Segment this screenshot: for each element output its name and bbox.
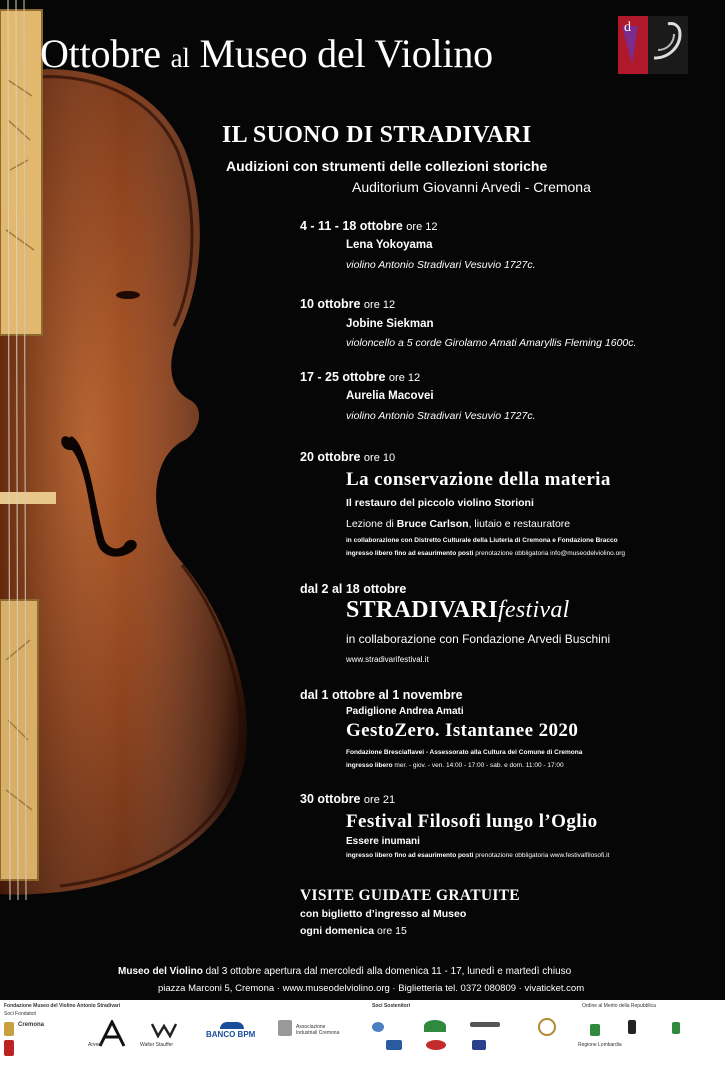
sponsor-associazione: Associazione Industriali Cremona [296,1024,340,1036]
festival-collab: in collaborazione con Fondazione Arvedi Buschini [346,632,611,646]
conservazione-lesson [346,518,570,530]
walter-stauffer-logo-icon [150,1020,180,1040]
festival-name [346,597,570,624]
sponsor-logo-icon [424,1020,446,1032]
lesson-prefix: Lezione di [346,518,397,530]
visite-line2-bold: ogni domenica [300,925,375,937]
sponsor-logo-icon [672,1022,680,1034]
sponsor-logo-icon [426,1040,446,1050]
event-date-text: 17 - 25 ottobre [300,370,386,384]
filosofi-date-text: 30 ottobre [300,792,361,806]
museum-hours-text: dal 3 ottobre apertura dal mercoledì alla domenica 11 - 17, lunedì e martedì chiuso [202,966,572,977]
gestozero-date: dal 1 ottobre al 1 novembre [300,688,463,702]
gestozero-title: GestoZero. Istantanee 2020 [346,720,579,741]
gestozero-org: Fondazione Bresciaflavei - Assessorato alla Cultura del Comune di Cremona [346,749,583,756]
conservazione-subtitle: Il restauro del piccolo violino Storioni [346,497,534,509]
visite-title: VISITE GUIDATE GRATUITE [300,887,520,904]
conservazione-time: ore 10 [363,452,396,464]
museum-name: Museo del Violino [118,966,203,977]
conservazione-collab: in collaborazione con Distretto Culturale della Liuteria di Cremona e Fondazione Bracco [346,537,618,544]
poster-title [40,30,493,77]
festival-name-italic: festival [497,597,570,623]
event-performer: Lena Yokoyama [346,239,433,251]
gestozero-entry [346,762,564,769]
sponsor-footer [0,1000,725,1081]
banco-arc-icon [220,1022,244,1029]
title-al: al [170,43,190,73]
lesson-suffix: , liutaio e restauratore [468,518,571,530]
gestozero-entry-rest: mer. - giov. - ven. 14:00 - 17:00 - sab. e dom. 11:00 - 17:00 [392,762,564,769]
event-date-text: 4 - 11 - 18 ottobre [300,219,403,233]
intro-subtitle: Audizioni con strumenti delle collezioni storiche [226,158,548,174]
event-time: ore 12 [363,299,396,311]
seal-icon [538,1018,556,1036]
sponsor-lombardia: Regione Lombardia [578,1042,622,1048]
violin-image [0,0,260,900]
visite-line2-rest: ore 15 [374,925,407,937]
event-instrument: violino Antonio Stradivari Vesuvio 1727c. [346,259,536,271]
title-part1: Ottobre [40,31,171,76]
sponsor-arvedi: Arvedi [88,1042,103,1048]
sostenitori-label: Soci Sostenitori [372,1003,411,1009]
lombardia-logo-icon [590,1024,600,1036]
conservazione-title: La conservazione della materia [346,469,611,490]
conservazione-date-text: 20 ottobre [300,450,361,464]
festival-url: www.stradivarifestival.it [346,655,429,664]
sponsor-logo-icon [470,1022,500,1027]
conservazione-entry-bold: ingresso libero fino ad esaurimento posti [346,550,474,557]
cremona-crest-icon [4,1022,14,1036]
event-performer: Jobine Siekman [346,318,434,330]
logo-letter: d [624,20,631,35]
conservazione-entry [346,550,625,557]
gestozero-venue: Padiglione Andrea Amati [346,706,464,717]
filosofi-subtitle: Essere inumani [346,836,420,847]
filosofi-entry-rest: prenotazione obbligatoria www.festivalfilosofi.it [473,852,610,859]
sponsor-banco: BANCO BPM [206,1030,256,1039]
museum-hours [118,966,571,977]
sponsor-cremona: Cremona [18,1022,45,1028]
sponsor-logo-icon [386,1040,402,1050]
filosofi-entry-bold: ingresso libero fino ad esaurimento posti [346,852,474,859]
lesson-name: Bruce Carlson [396,518,469,530]
filosofi-date [300,792,395,806]
event-time: ore 12 [406,221,438,233]
museo-logo [618,16,688,74]
sponsor-logo-icon [472,1040,486,1050]
filosofi-entry [346,852,609,859]
filosofi-time: ore 21 [363,794,396,806]
ordine-label: Ordine al Merito della Repubblica [582,1003,656,1009]
event-date [300,370,420,384]
festival-date: dal 2 al 18 ottobre [300,582,407,596]
visite-line1: con biglietto d’ingresso al Museo [300,908,467,920]
event-instrument: violoncello a 5 corde Girolamo Amati Amaryllis Fleming 1600c. [346,337,637,349]
conservazione-entry-rest: prenotazione obbligatoria info@museodelviolino.org [473,550,625,557]
sponsor-logo-icon [628,1020,636,1034]
crest-icon [4,1040,14,1056]
intro-venue: Auditorium Giovanni Arvedi - Cremona [352,179,591,195]
founders-label: Fondazione Museo del Violino Antonio Stradivari [4,1003,121,1009]
event-date-text: 10 ottobre [300,297,361,311]
intro-title: IL SUONO DI STRADIVARI [222,122,532,148]
gestozero-entry-bold: ingresso libero [346,762,393,769]
event-instrument: violino Antonio Stradivari Vesuvio 1727c. [346,410,536,422]
museum-contacts: piazza Marconi 5, Cremona · www.museodelviolino.org · Biglietteria tel. 0372 080809 · vivaticket.com [158,983,585,994]
founders-sub: Soci Fondatori [4,1011,37,1017]
associazione-icon [278,1020,292,1036]
event-date [300,297,395,311]
event-time: ore 12 [388,372,421,384]
festival-name-bold: STRADIVARI [346,597,498,623]
conservazione-date [300,450,395,464]
event-performer: Aurelia Macovei [346,390,434,402]
visite-line2 [300,925,407,937]
sponsor-logo-icon [372,1022,384,1032]
sponsor-walter: Walter Stauffer [140,1042,174,1048]
title-part2: Museo del Violino [189,31,493,76]
filosofi-title: Festival Filosofi lungo l’Oglio [346,811,598,832]
event-date [300,219,438,233]
